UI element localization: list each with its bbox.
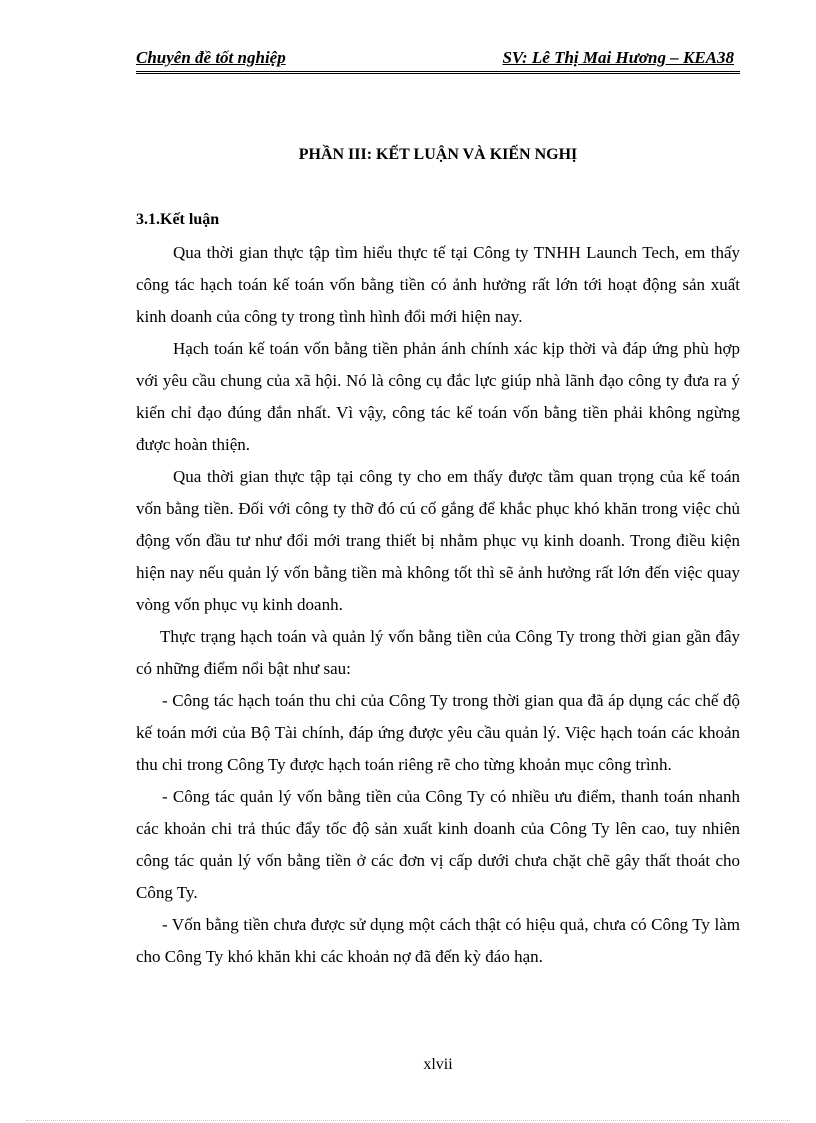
- page-header: [136, 44, 740, 74]
- list-item: - Công tác quản lý vốn bằng tiền của Công Ty có nhiều ưu điểm, thanh toán nhanh các khoản chi trả thúc đẩy tốc độ sản xuất kinh doanh của Công Ty lên cao, tuy nhiên công tác quản lý vốn bằng tiền ở các đơn vị cấp dưới chưa chặt chẽ gây thất thoát cho Công Ty.: [136, 787, 740, 902]
- list-item: - Vốn bằng tiền chưa được sử dụng một cách thật có hiệu quả, chưa có Công Ty làm cho Công Ty khó khăn khi các khoản nợ đã đến kỳ đáo hạn.: [136, 915, 740, 966]
- paragraph: Hạch toán kế toán vốn bằng tiền phản ánh chính xác kịp thời và đáp ứng phù hợp với yêu cầu chung của xã hội. Nó là công cụ đắc lực giúp nhà lãnh đạo công ty đưa ra ý kiến chỉ đạo đúng đắn nhất. Vì vậy, công tác kế toán vốn bằng tiền phải không ngừng được hoàn thiện.: [136, 339, 740, 454]
- header-student-name: SV: Lê Thị Mai Hương – KEA38: [502, 48, 734, 67]
- paragraph: Thực trạng hạch toán và quản lý vốn bằng tiền của Công Ty trong thời gian gần đây có những điểm nổi bật như sau:: [136, 627, 740, 678]
- paragraph: Qua thời gian thực tập tại công ty cho em thấy được tầm quan trọng của kế toán vốn bằng tiền. Đối với công ty thỡ đó cú cố gắng để khắc phục khó khăn trong việc chủ động vốn đầu tư như đổi mới trang thiết bị nhằm phục vụ kinh doanh. Trong điều kiện hiện nay nếu quản lý vốn bằng tiền mà không tốt thì sẽ ảnh hưởng rất lớn đến việc quay vòng vốn phục vụ kinh doanh.: [136, 467, 740, 614]
- page-number: xlvii: [423, 1056, 453, 1073]
- page-bottom-divider: [26, 1120, 790, 1121]
- section-heading: 3.1.Kết luận: [136, 211, 220, 228]
- paragraph: Qua thời gian thực tập tìm hiểu thực tế tại Công ty TNHH Launch Tech, em thấy công tác hạch toán kế toán vốn bằng tiền có ảnh hưởng rất lớn tới hoạt động sản xuất kinh doanh của công ty trong tình hình đổi mới hiện nay.: [136, 243, 740, 326]
- header-document-type: Chuyên đề tốt nghiệp: [136, 48, 286, 67]
- chapter-title: PHẦN III: KẾT LUẬN VÀ KIẾN NGHỊ: [298, 146, 578, 163]
- list-item: - Công tác hạch toán thu chi của Công Ty trong thời gian qua đã áp dụng các chế độ kế toán mới của Bộ Tài chính, đáp ứng được yêu cầu quản lý. Việc hạch toán các khoản thu chi trong Công Ty được hạch toán riêng rẽ cho từng khoản mục công trình.: [136, 691, 740, 774]
- document-body: [136, 237, 740, 973]
